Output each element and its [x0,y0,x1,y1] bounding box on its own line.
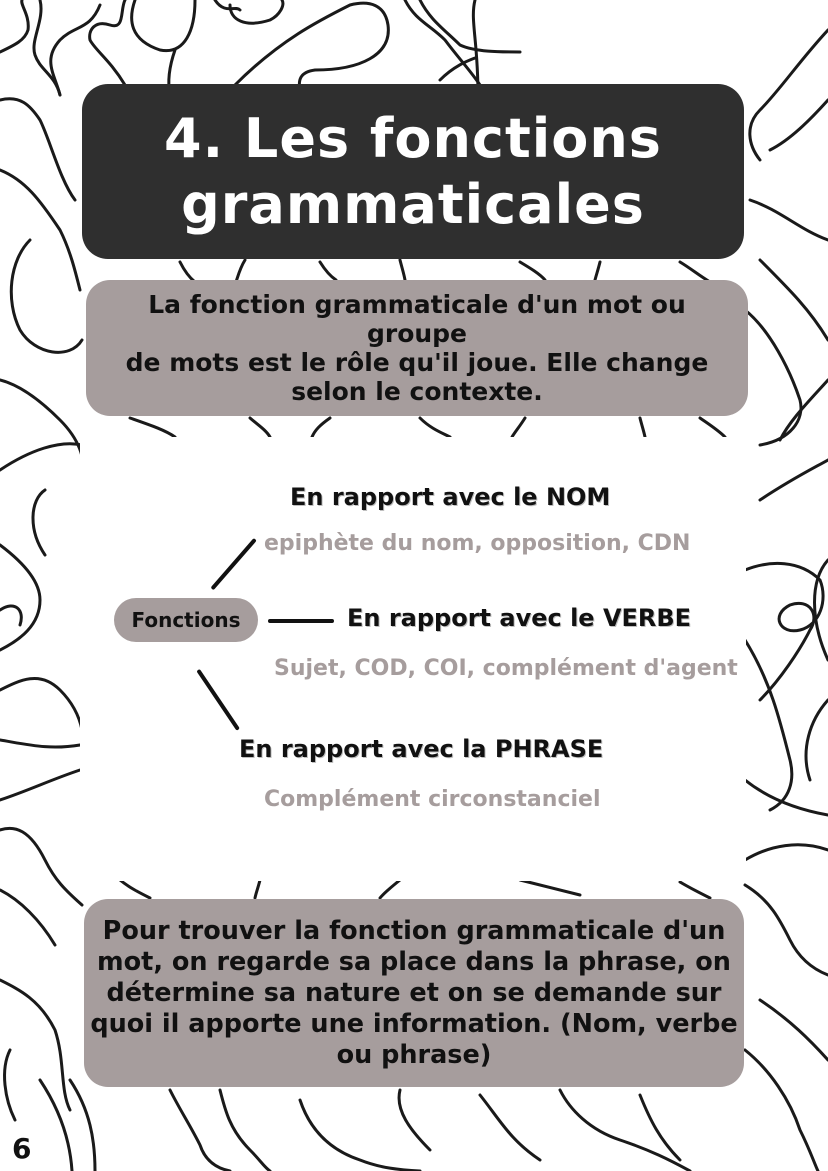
intro-line: groupe [366,319,468,348]
intro-line: de mots est le rôle qu'il joue. Elle change [125,348,709,377]
outro-line: Pour trouver la fonction grammaticale d'un [102,915,726,946]
outro-line: quoi il apporte une information. (Nom, verbe [90,1008,738,1039]
branch-verbe-title: En rapport avec le VERBE [347,604,692,632]
outro-line: mot, on regarde sa place dans la phrase, on [97,946,731,977]
page-title-box [82,84,744,259]
intro-definition-box [86,280,748,416]
branch-nom-examples: epiphète du nom, opposition, CDN [264,531,691,556]
branch-phrase-title: En rapport avec la PHRASE [239,735,604,763]
intro-line: selon le contexte. [291,377,543,406]
center-node-fonctions: Fonctions [114,598,258,642]
branch-nom-title: En rapport avec le NOM [290,483,611,511]
page-number: 6 [12,1132,32,1165]
method-tip-box [84,899,744,1087]
page-title-line-1: 4. Les fonctions [164,106,662,170]
intro-line: La fonction grammaticale d'un mot ou [148,290,686,319]
outro-line: détermine sa nature et on se demande sur [106,977,722,1008]
branch-phrase-examples: Complément circonstanciel [264,787,601,812]
connector-to-verbe [268,619,334,623]
outro-line: ou phrase) [336,1039,492,1070]
branch-verbe-examples: Sujet, COD, COI, complément d'agent [274,656,738,681]
page-title-line-2: grammaticales [181,172,645,236]
